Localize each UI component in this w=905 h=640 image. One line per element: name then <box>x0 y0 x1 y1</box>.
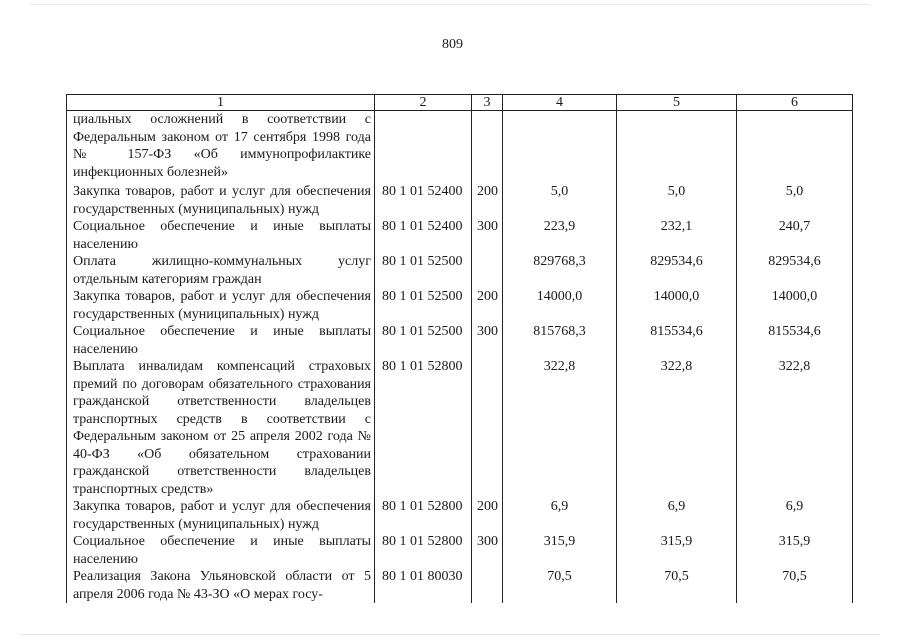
row-kvr <box>472 253 503 288</box>
row-value-1: 815768,3 <box>503 323 617 358</box>
row-kvr: 300 <box>472 533 503 568</box>
row-name: циальных осложнений в соответствии с Федеральным законом от 17 сентября 1998 года № 157-ФЗ «Об иммунопрофилактике инфекционных болезней» <box>67 111 375 184</box>
header-col-name: 1 <box>67 95 375 111</box>
row-code: 80 1 01 52400 <box>375 218 472 253</box>
row-code: 80 1 01 52500 <box>375 288 472 323</box>
row-code: 80 1 01 80030 <box>375 568 472 603</box>
row-code: 80 1 01 52800 <box>375 533 472 568</box>
row-code: 80 1 01 52400 <box>375 183 472 218</box>
table-row <box>67 111 853 184</box>
table-row <box>67 533 853 568</box>
row-value-1: 829768,3 <box>503 253 617 288</box>
row-value-2: 322,8 <box>617 358 737 498</box>
header-col-year2: 5 <box>617 95 737 111</box>
row-code: 80 1 01 52500 <box>375 323 472 358</box>
row-kvr: 200 <box>472 288 503 323</box>
table-header <box>67 95 853 111</box>
row-value-2: 70,5 <box>617 568 737 603</box>
row-name: Оплата жилищно-коммунальных услуг отдельным категориям граждан <box>67 253 375 288</box>
row-value-3: 70,5 <box>737 568 853 603</box>
table-row <box>67 498 853 533</box>
header-col-kvr: 3 <box>472 95 503 111</box>
row-value-3: 240,7 <box>737 218 853 253</box>
budget-table <box>66 94 853 603</box>
row-value-3: 14000,0 <box>737 288 853 323</box>
budget-table-container <box>66 94 852 603</box>
table-row <box>67 253 853 288</box>
row-name: Реализация Закона Ульяновской области от 5 апреля 2006 года № 43-ЗО «О мерах госу- <box>67 568 375 603</box>
row-kvr <box>472 358 503 498</box>
row-value-3: 322,8 <box>737 358 853 498</box>
row-name: Социальное обеспечение и иные выплаты населению <box>67 323 375 358</box>
row-value-3: 815534,6 <box>737 323 853 358</box>
row-value-2: 315,9 <box>617 533 737 568</box>
row-code: 80 1 01 52800 <box>375 358 472 498</box>
row-code: 80 1 01 52800 <box>375 498 472 533</box>
header-col-year3: 6 <box>737 95 853 111</box>
header-col-year1: 4 <box>503 95 617 111</box>
table-row <box>67 288 853 323</box>
table-row <box>67 358 853 498</box>
row-value-1: 223,9 <box>503 218 617 253</box>
row-value-2: 815534,6 <box>617 323 737 358</box>
table-row <box>67 568 853 603</box>
row-value-1 <box>503 111 617 184</box>
row-name: Закупка товаров, работ и услуг для обеспечения государственных (муниципальных) нужд <box>67 498 375 533</box>
scan-noise-top <box>30 4 870 5</box>
row-kvr: 200 <box>472 498 503 533</box>
row-kvr: 300 <box>472 218 503 253</box>
row-value-3: 6,9 <box>737 498 853 533</box>
row-kvr: 300 <box>472 323 503 358</box>
row-value-3: 315,9 <box>737 533 853 568</box>
row-value-2: 6,9 <box>617 498 737 533</box>
row-kvr <box>472 568 503 603</box>
row-value-3: 5,0 <box>737 183 853 218</box>
row-value-2: 14000,0 <box>617 288 737 323</box>
header-row <box>67 95 853 111</box>
row-value-1: 322,8 <box>503 358 617 498</box>
row-name: Выплата инвалидам компенсаций страховых премий по договорам обязательного страхования гражданской ответственности владельцев транспортных средств в соответствии с Федеральным законом от 25 апреля 2002 года № 40-ФЗ «Об обязательном страховании гражданской ответственности владельцев транспортных средств» <box>67 358 375 498</box>
row-code: 80 1 01 52500 <box>375 253 472 288</box>
row-value-2 <box>617 111 737 184</box>
header-col-code: 2 <box>375 95 472 111</box>
row-value-1: 6,9 <box>503 498 617 533</box>
row-value-3 <box>737 111 853 184</box>
scan-noise-bottom <box>20 634 880 635</box>
row-name: Социальное обеспечение и иные выплаты населению <box>67 218 375 253</box>
row-code <box>375 111 472 184</box>
table-body <box>67 111 853 604</box>
row-value-1: 315,9 <box>503 533 617 568</box>
row-value-2: 5,0 <box>617 183 737 218</box>
row-value-2: 829534,6 <box>617 253 737 288</box>
row-kvr <box>472 111 503 184</box>
table-row <box>67 183 853 218</box>
row-value-1: 14000,0 <box>503 288 617 323</box>
page-number: 809 <box>442 37 463 52</box>
row-name: Социальное обеспечение и иные выплаты населению <box>67 533 375 568</box>
row-value-1: 70,5 <box>503 568 617 603</box>
row-value-3: 829534,6 <box>737 253 853 288</box>
table-row <box>67 218 853 253</box>
row-value-2: 232,1 <box>617 218 737 253</box>
row-kvr: 200 <box>472 183 503 218</box>
table-row <box>67 323 853 358</box>
row-value-1: 5,0 <box>503 183 617 218</box>
row-name: Закупка товаров, работ и услуг для обеспечения государственных (муниципальных) нужд <box>67 288 375 323</box>
row-name: Закупка товаров, работ и услуг для обеспечения государственных (муниципальных) нужд <box>67 183 375 218</box>
